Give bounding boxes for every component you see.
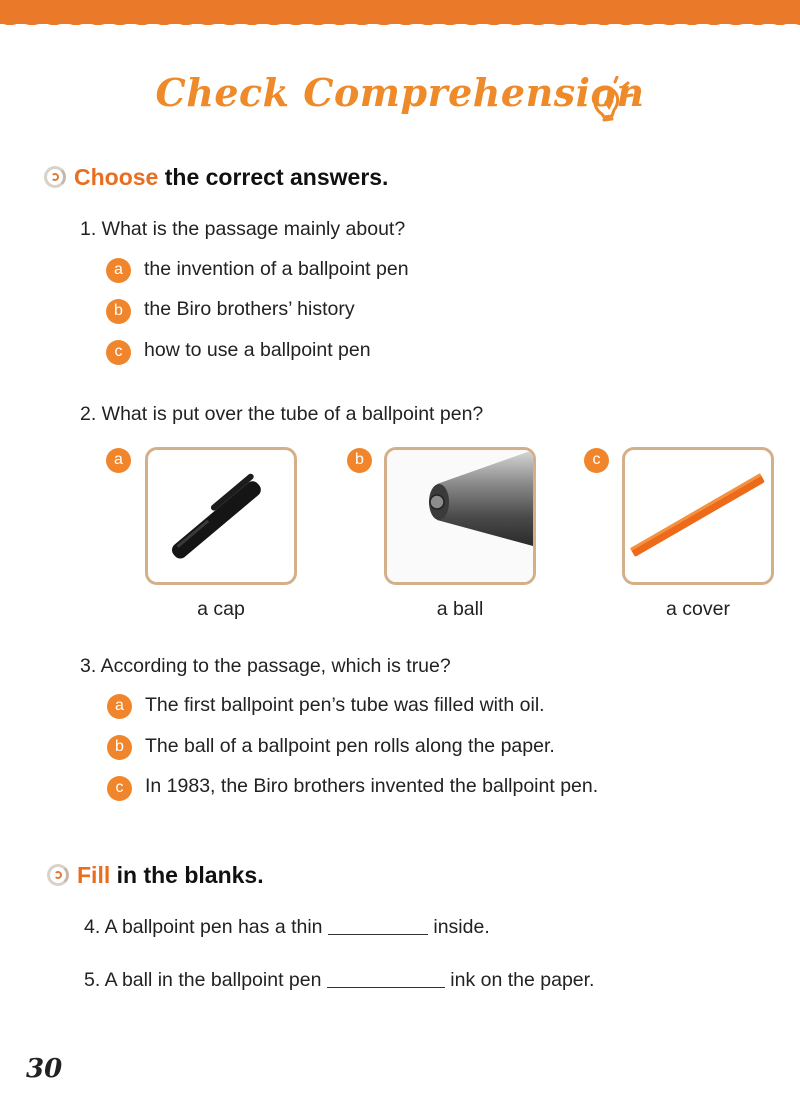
q3-option-c[interactable]: In 1983, the Biro brothers invented the ballpoint pen. <box>145 775 599 797</box>
blank-field-4[interactable] <box>328 916 428 935</box>
page-number: 30 <box>26 1054 63 1084</box>
q1-option-a[interactable]: the invention of a ballpoint pen <box>144 258 409 280</box>
pen-cap-image <box>148 450 294 582</box>
pen-tip-image <box>387 450 533 582</box>
blank-field-5[interactable] <box>327 969 445 988</box>
option-badge-a: a <box>106 258 131 283</box>
label-cover: a cover <box>666 598 730 620</box>
question-5: 5. A ball in the ballpoint pen ink on the paper. <box>84 969 595 991</box>
question-4: 4. A ballpoint pen has a thin inside. <box>84 916 490 938</box>
option-badge-c: c <box>106 340 131 365</box>
lightbulb-icon <box>582 76 634 126</box>
swirl-icon <box>44 166 66 188</box>
option-badge-b: b <box>107 735 132 760</box>
title-area <box>0 70 800 115</box>
swirl-icon <box>47 864 69 886</box>
q3-option-b[interactable]: The ball of a ballpoint pen rolls along the paper. <box>145 735 555 757</box>
top-orange-band <box>0 0 800 24</box>
picture-badge-a: a <box>106 448 131 473</box>
q3-option-a[interactable]: The first ballpoint pen’s tube was filled with oil. <box>145 694 545 716</box>
picture-badge-b: b <box>347 448 372 473</box>
label-ball: a ball <box>436 598 484 620</box>
question-3: 3. According to the passage, which is true? <box>80 655 451 677</box>
q1-option-c[interactable]: how to use a ballpoint pen <box>144 339 371 361</box>
section-choose-heading: Choose the correct answers. <box>44 164 388 191</box>
section-fill-heading: Fill in the blanks. <box>47 862 264 889</box>
ball-picture[interactable] <box>384 447 536 585</box>
question-2: 2. What is put over the tube of a ballpoint pen? <box>80 403 484 425</box>
pen-cover-image <box>625 450 771 582</box>
page-title: Check Comprehension <box>155 70 645 115</box>
cover-picture[interactable] <box>622 447 774 585</box>
option-badge-b: b <box>106 299 131 324</box>
option-badge-c: c <box>107 776 132 801</box>
picture-badge-c: c <box>584 448 609 473</box>
question-1: 1. What is the passage mainly about? <box>80 218 406 240</box>
option-badge-a: a <box>107 694 132 719</box>
label-cap: a cap <box>197 598 245 620</box>
cap-picture[interactable] <box>145 447 297 585</box>
q1-option-b[interactable]: the Biro brothers’ history <box>144 298 355 320</box>
